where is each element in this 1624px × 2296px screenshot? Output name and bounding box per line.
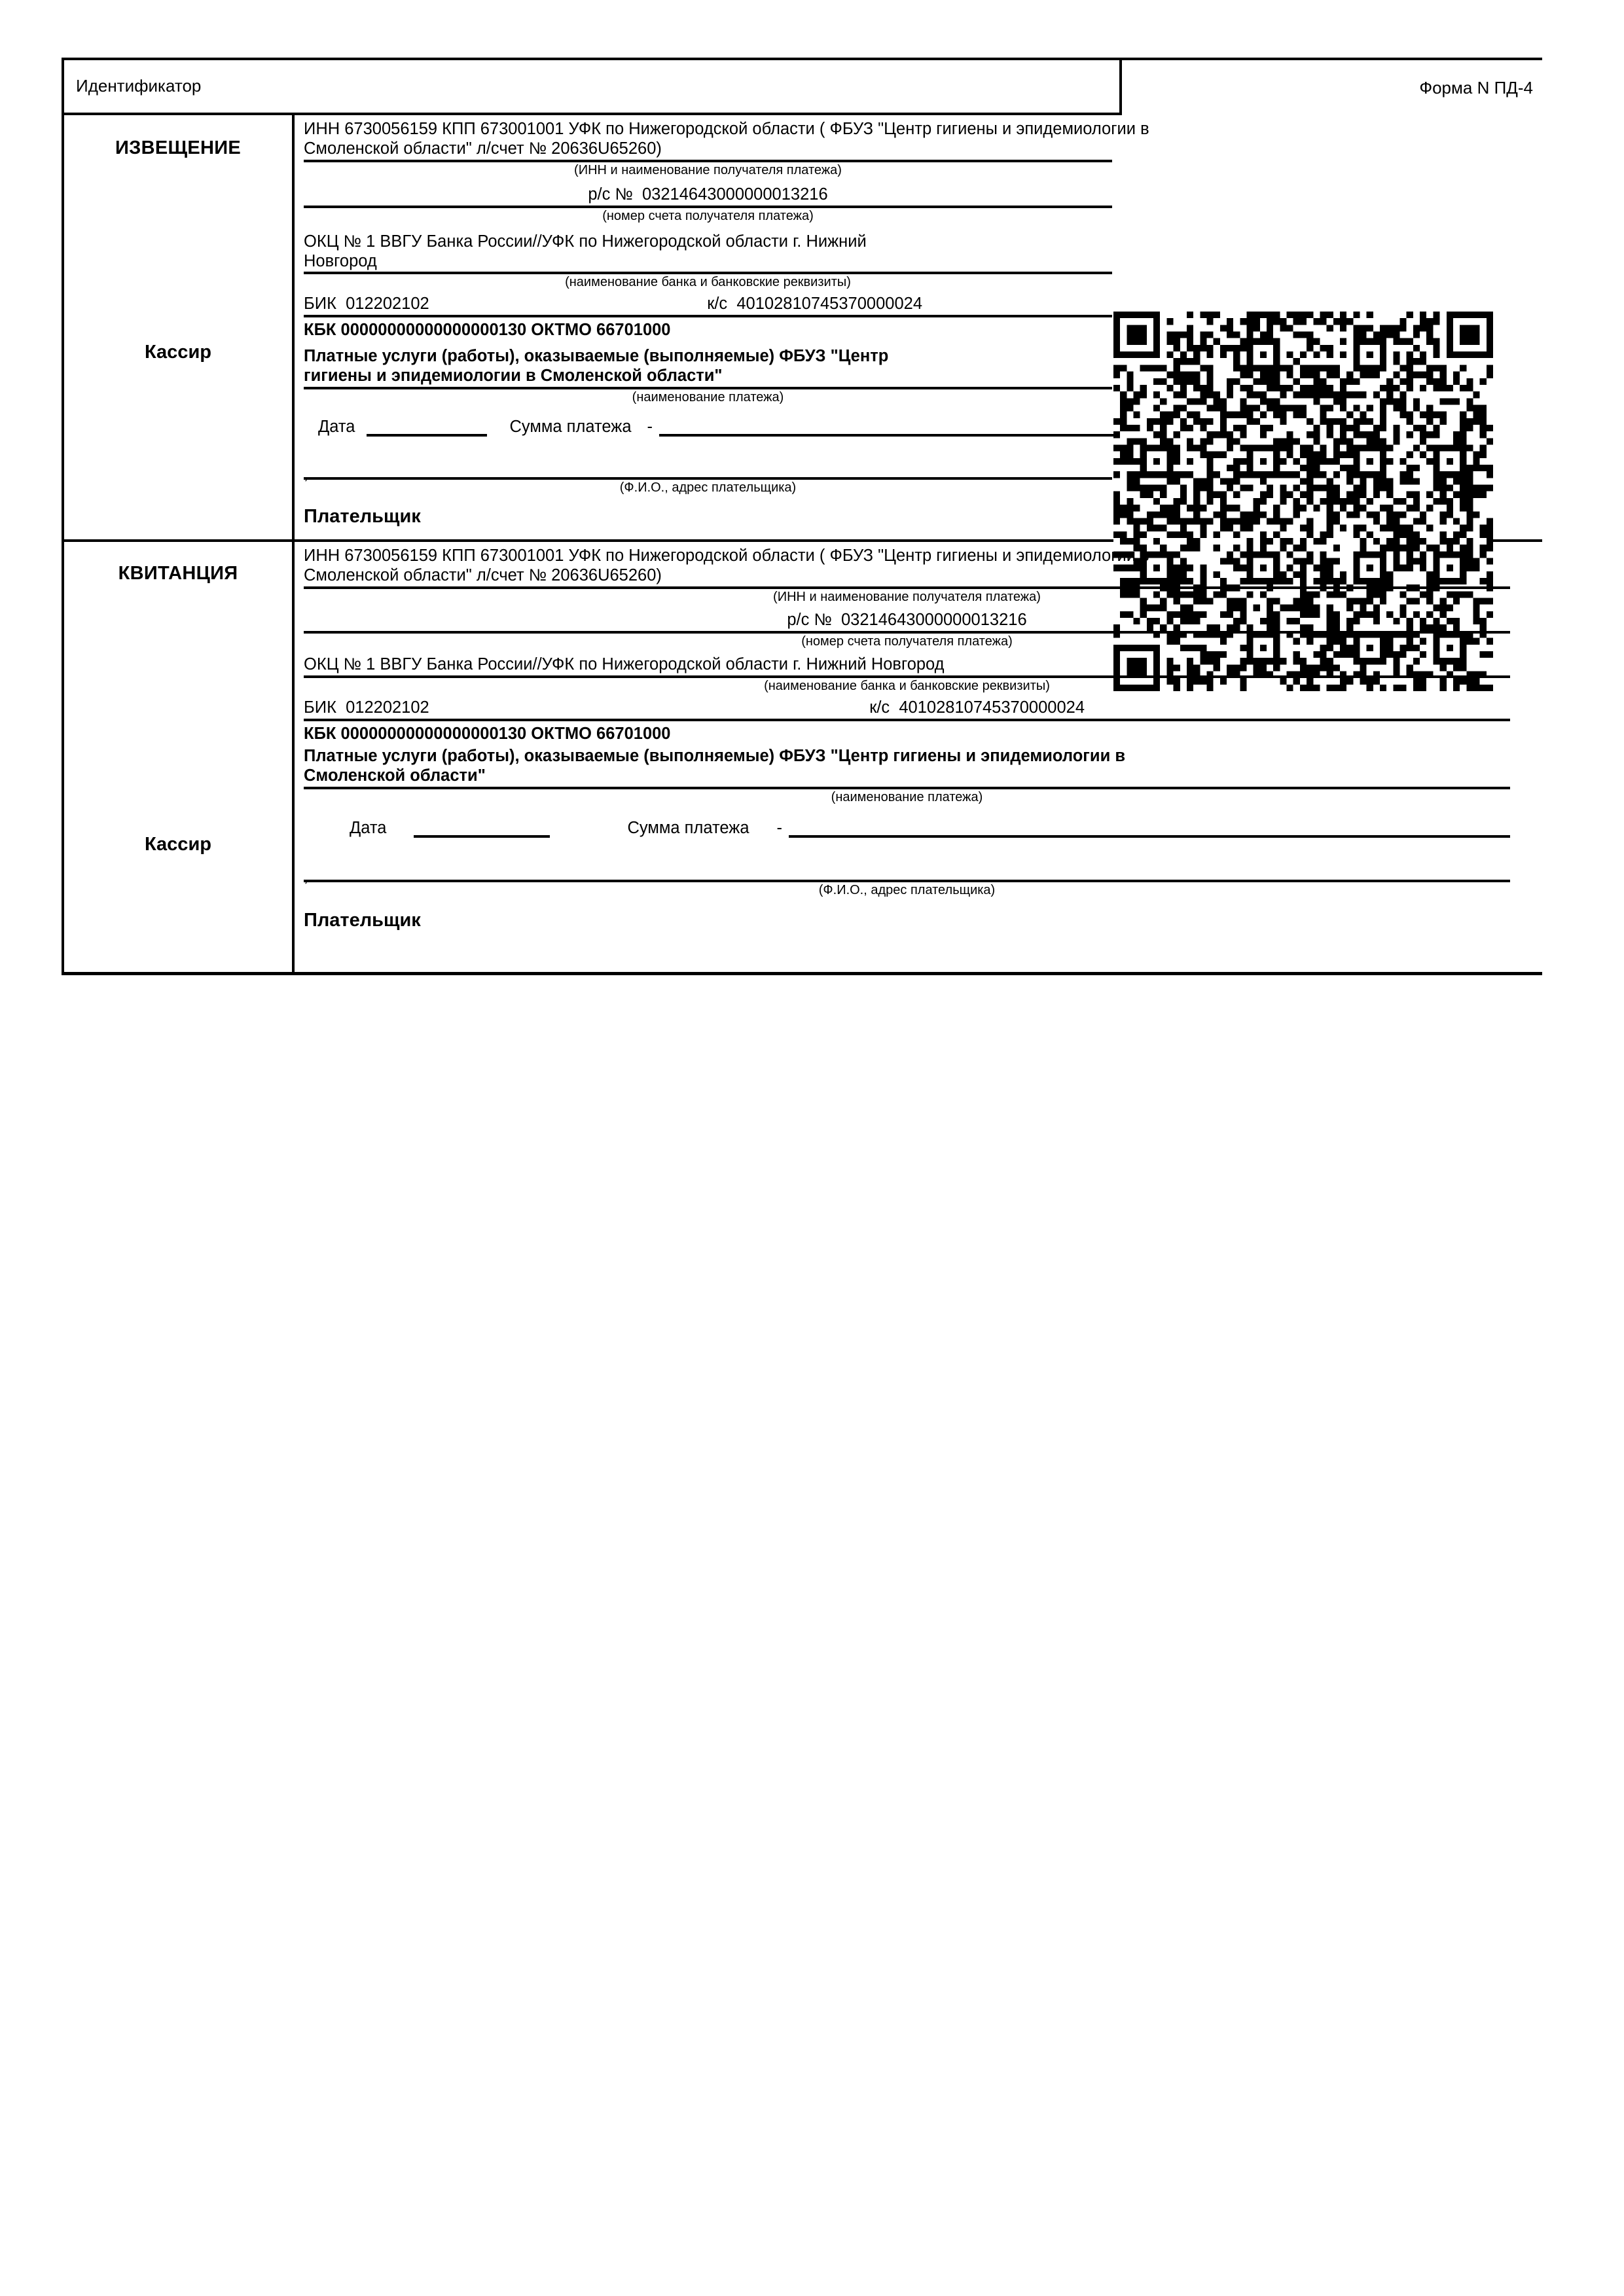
- date-label: Дата: [350, 819, 387, 837]
- bank-line-1: ОКЦ № 1 ВВГУ Банка России//УФК по Нижегородской области г. Нижний: [304, 232, 867, 251]
- bank-line-2: Новгород: [304, 252, 377, 270]
- bik-value: 012202102: [346, 295, 429, 313]
- izveschenie-left-column: [64, 115, 295, 539]
- payer-caption: (Ф.И.О., адрес плательщика): [619, 480, 797, 495]
- recipient-line-1: ИНН 6730056159 КПП 673001001 УФК по Нижегородской области ( ФБУЗ "Центр гигиены и эпидемиологии в: [304, 547, 1149, 565]
- ks-trailing-space: [1085, 698, 1510, 717]
- account-number: 03214643000000013216: [841, 611, 1027, 629]
- account-caption: (номер счета получателя платежа): [602, 209, 814, 223]
- identifier-box: [62, 60, 1122, 115]
- sum-input[interactable]: [659, 420, 1115, 437]
- cashier-label-izveschenie: Кассир: [145, 342, 211, 363]
- account-number: 03214643000000013216: [642, 185, 828, 204]
- form-number: [1122, 60, 1542, 115]
- section-izveschenie: [62, 115, 1542, 542]
- date-input[interactable]: [414, 821, 550, 838]
- payment-form-pd4: [62, 58, 1542, 975]
- izveschenie-right-column: [295, 115, 1542, 539]
- sum-value: -: [776, 819, 783, 837]
- sum-label: Сумма платежа: [509, 418, 632, 436]
- kbk-oktmo-line: КБК 00000000000000000130 ОКТМО 66701000: [304, 725, 671, 743]
- date-label: Дата: [318, 418, 355, 436]
- payer-comma-mark: ,: [304, 867, 308, 886]
- sum-label: Сумма платежа: [627, 819, 749, 837]
- account-line: [304, 185, 1112, 204]
- sum-input[interactable]: [789, 821, 1510, 838]
- bik-ks-rule: [304, 719, 1510, 721]
- bik-prefix: БИК: [304, 698, 336, 717]
- recipient-caption: (ИНН и наименование получателя платежа): [574, 163, 842, 177]
- date-input[interactable]: [367, 420, 487, 437]
- bank-line-1: ОКЦ № 1 ВВГУ Банка России//УФК по Нижегородской области г. Нижний Новгород: [304, 655, 945, 673]
- date-sum-row: [304, 414, 1115, 437]
- ks-value: 40102810745370000024: [736, 295, 922, 313]
- account-caption: (номер счета получателя платежа): [801, 634, 1013, 649]
- payment-purpose-line-2: Смоленской области": [304, 766, 486, 785]
- bik-ks-row: [304, 698, 1510, 717]
- payer-comma-mark: ,: [304, 465, 308, 483]
- recipient-caption: (ИНН и наименование получателя платежа): [773, 590, 1041, 604]
- bik-ks-row: [304, 294, 1112, 314]
- bank-caption: (наименование банка и банковские реквизиты): [764, 679, 1050, 693]
- payer-label-kvitanciya: Плательщик: [304, 910, 421, 931]
- identifier-label: Идентификатор: [76, 76, 202, 96]
- bik-value: 012202102: [346, 698, 429, 717]
- section-kvitanciya: [62, 542, 1542, 975]
- identifier-header-row: [62, 58, 1542, 115]
- account-prefix: р/с №: [787, 611, 832, 629]
- bik-prefix: БИК: [304, 295, 336, 313]
- recipient-line-2: Смоленской области" л/счет № 20636U65260): [304, 139, 662, 158]
- account-prefix: р/с №: [588, 185, 633, 204]
- ks-prefix: к/с: [707, 295, 728, 313]
- bank-caption: (наименование банка и банковские реквизиты): [565, 275, 851, 289]
- payment-purpose-line-2: гигиены и эпидемиологии в Смоленской области": [304, 367, 723, 385]
- payer-field-wrap: [304, 465, 1112, 483]
- form-number-label: Форма N ПД-4: [1419, 77, 1533, 98]
- bik-ks-gap: [429, 698, 869, 717]
- section-title-izveschenie: ИЗВЕЩЕНИЕ: [115, 137, 242, 158]
- kvitanciya-right-column: [295, 542, 1542, 972]
- date-sum-row: [304, 814, 1510, 838]
- section-title-kvitanciya: КВИТАНЦИЯ: [118, 563, 238, 584]
- payer-field-wrap: [304, 867, 1510, 886]
- account-line: [304, 610, 1510, 630]
- payment-purpose-line-1: Платные услуги (работы), оказываемые (выполняемые) ФБУЗ "Центр гигиены и эпидемиологии в: [304, 747, 1126, 765]
- payment-purpose-caption: (наименование платежа): [831, 790, 983, 804]
- recipient-line-2: Смоленской области" л/счет № 20636U65260): [304, 566, 662, 584]
- bik-ks-rule: [304, 315, 1112, 317]
- ks-prefix: к/с: [869, 698, 890, 717]
- payer-caption: (Ф.И.О., адрес плательщика): [818, 883, 996, 897]
- ks-trailing-space: [922, 294, 1112, 314]
- recipient-line-1: ИНН 6730056159 КПП 673001001 УФК по Нижегородской области ( ФБУЗ "Центр гигиены и эпидемиологии в: [304, 120, 1149, 138]
- payment-purpose-line-1: Платные услуги (работы), оказываемые (выполняемые) ФБУЗ "Центр: [304, 347, 889, 365]
- bik-ks-gap: [429, 294, 707, 314]
- payer-spacer: [304, 838, 1542, 873]
- sum-value: -: [647, 418, 653, 436]
- ks-value: 40102810745370000024: [899, 698, 1085, 717]
- kvitanciya-left-column: [64, 542, 295, 972]
- payment-purpose-caption: (наименование платежа): [632, 390, 784, 404]
- payer-label-izveschenie: Плательщик: [304, 506, 421, 527]
- cashier-label-kvitanciya: Кассир: [145, 834, 211, 855]
- kbk-oktmo-line: КБК 00000000000000000130 ОКТМО 66701000: [304, 321, 671, 339]
